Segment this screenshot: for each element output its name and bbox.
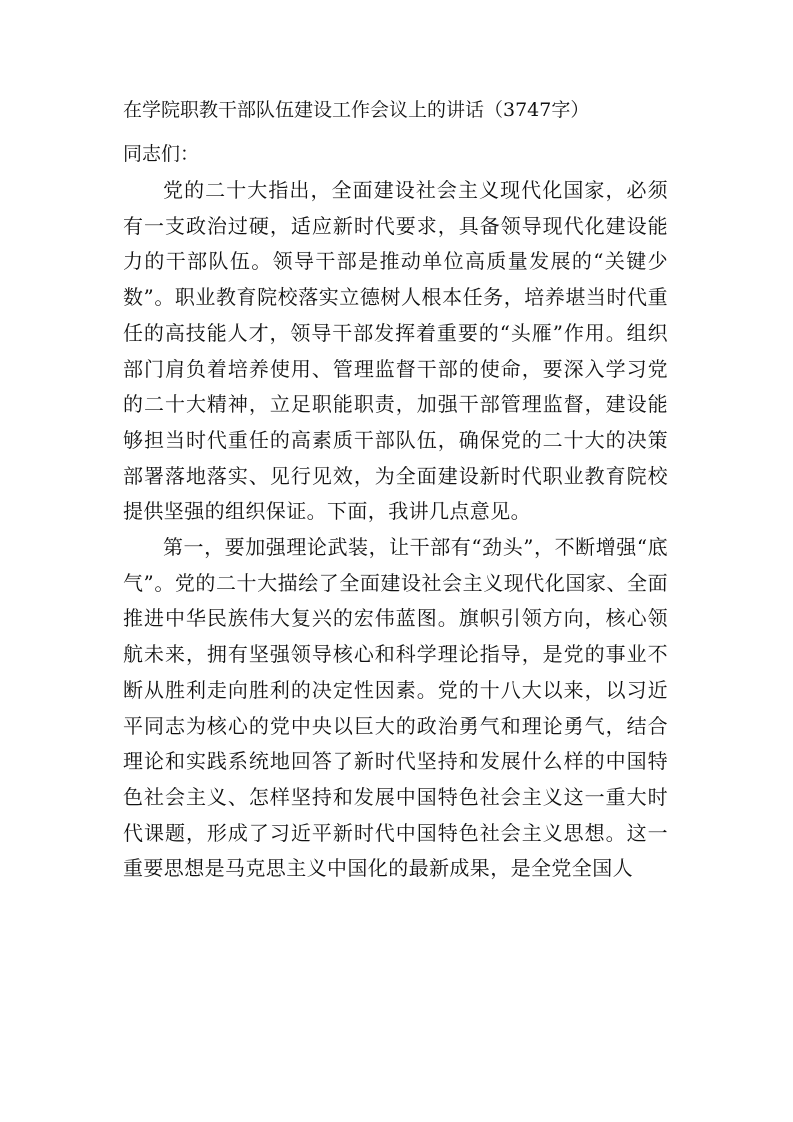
document-body <box>123 173 668 887</box>
greeting: 同志们： <box>123 143 200 165</box>
document-title: 在学院职教干部队伍建设工作会议上的讲话（3747字） <box>123 99 590 121</box>
paragraph-first-point: 第一，要加强理论武装，让干部有“劲头”，不断增强“底气”。党的二十大描绘了全面建设社会主义现代化国家、全面推进中华民族伟大复兴的宏伟蓝图。旗帜引领方向，核心领航未来，拥有坚强领导核心和科学理论指导，是党的事业不断从胜利走向胜利的决定性因素。党的十八大以来，以习近平同志为核心的党中央以巨大的政治勇气和理论勇气，结合理论和实践系统地回答了新时代坚持和发展什么样的中国特色社会主义、怎样坚持和发展中国特色社会主义这一重大时代课题，形成了习近平新时代中国特色社会主义思想。这一重要思想是马克思主义中国化的最新成果，是全党全国人 <box>123 535 668 881</box>
paragraph-intro: 党的二十大指出，全面建设社会主义现代化国家，必须有一支政治过硬，适应新时代要求，具备领导现代化建设能力的干部队伍。领导干部是推动单位高质量发展的“关键少数”。职业教育院校落实立德树人根本任务，培养堪当时代重任的高技能人才，领导干部发挥着重要的“头雁”作用。组织部门肩负着培养使用、管理监督干部的使命，要深入学习党的二十大精神，立足职能职责，加强干部管理监督，建设能够担当时代重任的高素质干部队伍，确保党的二十大的决策部署落地落实、见行见效，为全面建设新时代职业教育院校提供坚强的组织保证。下面，我讲几点意见。 <box>123 178 668 524</box>
